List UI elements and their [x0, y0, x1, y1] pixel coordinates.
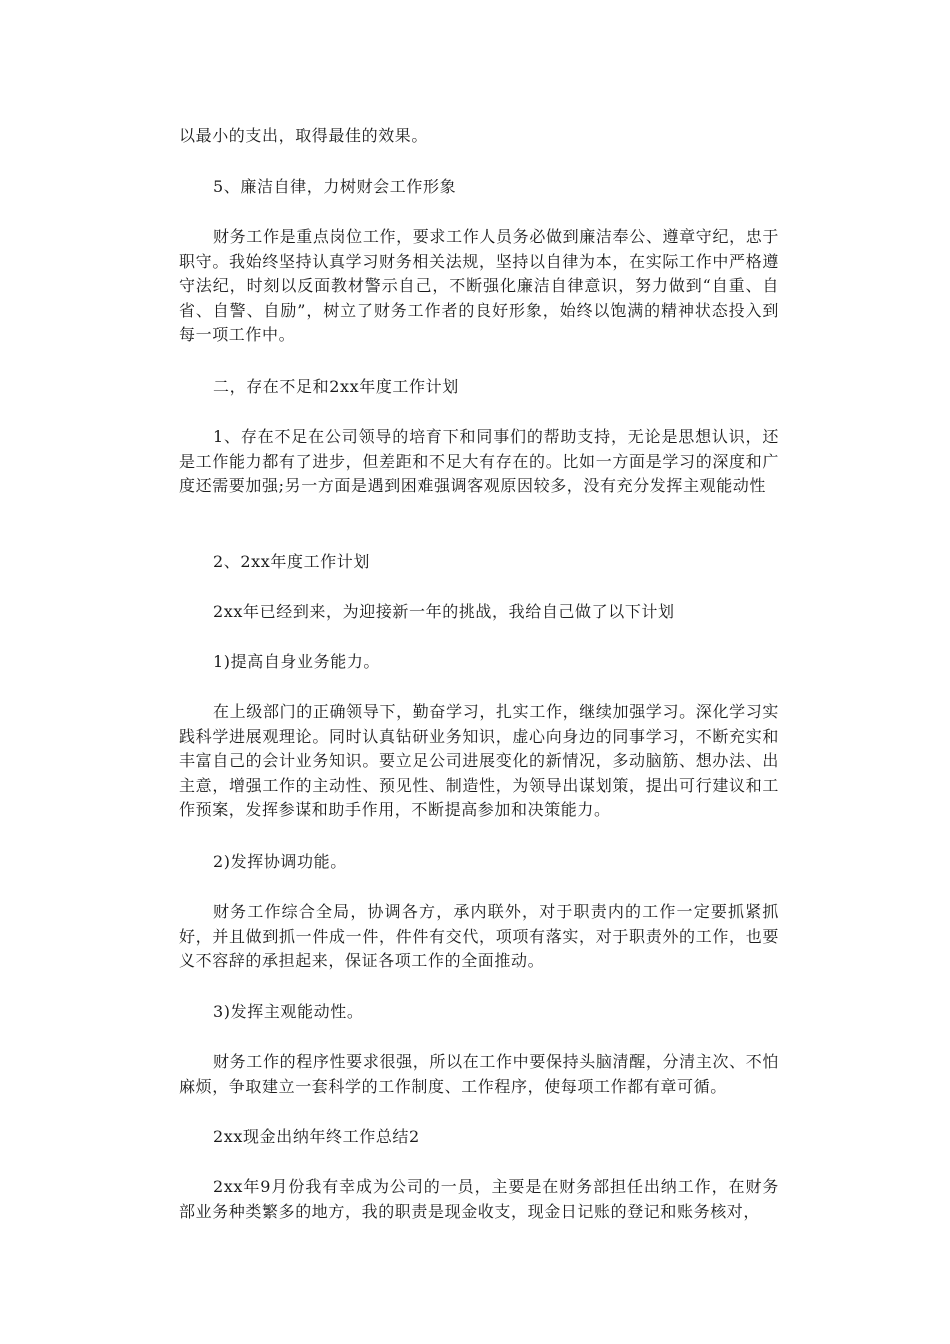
plan-item-heading-2: 2)发挥协调功能。: [213, 852, 347, 871]
section-heading-shortcomings-plan: 二，存在不足和2xx年度工作计划: [213, 377, 459, 396]
section-heading-integrity: 5、廉洁自律，力树财会工作形象: [213, 177, 457, 196]
paragraph-summary-2-intro: 2xx年9月份我有幸成为公司的一员，主要是在财务部担任出纳工作，在财务部业务种类繁多的地方，我的职责是现金收支，现金日记账的登记和账务核对，: [179, 1177, 779, 1221]
paragraph-shortcomings: 1、存在不足在公司领导的培育下和同事们的帮助支持，无论是思想认识，还是工作能力都有了进步，但差距和不足大有存在的。比如一方面是学习的深度和广度还需要加强;另一方面是遇到困难强调客观原因较多，没有充分发挥主观能动性: [179, 427, 779, 495]
paragraph-plan-item-2: 财务工作综合全局，协调各方，承内联外，对于职责内的工作一定要抓紧抓好，并且做到抓一件成一件，件件有交代，项项有落实，对于职责外的工作，也要义不容辞的承担起来，保证各项工作的全面推动。: [179, 902, 779, 970]
paragraph-plan-intro: 2xx年已经到来，为迎接新一年的挑战，我给自己做了以下计划: [213, 602, 675, 621]
summary-title-2: 2xx现金出纳年终工作总结2: [213, 1127, 420, 1146]
paragraph-plan-item-3: 财务工作的程序性要求很强，所以在工作中要保持头脑清醒，分清主次、不怕麻烦，争取建立一套科学的工作制度、工作程序，使每项工作都有章可循。: [179, 1052, 779, 1096]
paragraph-continuation: 以最小的支出，取得最佳的效果。: [179, 126, 429, 145]
section-heading-annual-plan: 2、2xx年度工作计划: [213, 552, 371, 571]
paragraph-integrity: 财务工作是重点岗位工作，要求工作人员务必做到廉洁奉公、遵章守纪，忠于职守。我始终坚持认真学习财务相关法规，坚持以自律为本，在实际工作中严格遵守法纪，时刻以反面教材警示自己，不断强化廉洁自律意识，努力做到“自重、自省、自警、自励”，树立了财务工作者的良好形象，始终以饱满的精神状态投入到每一项工作中。: [179, 227, 779, 344]
plan-item-heading-3: 3)发挥主观能动性。: [213, 1002, 364, 1021]
paragraph-plan-item-1: 在上级部门的正确领导下，勤奋学习，扎实工作，继续加强学习。深化学习实践科学进展观理论。同时认真钻研业务知识，虚心向身边的同事学习，不断充实和丰富自己的会计业务知识。要立足公司进展变化的新情况，多动脑筋、想办法、出主意，增强工作的主动性、预见性、制造性，为领导出谋划策，提出可行建议和工作预案，发挥参谋和助手作用，不断提高参加和决策能力。: [179, 702, 779, 819]
plan-item-heading-1: 1)提高自身业务能力。: [213, 652, 381, 671]
